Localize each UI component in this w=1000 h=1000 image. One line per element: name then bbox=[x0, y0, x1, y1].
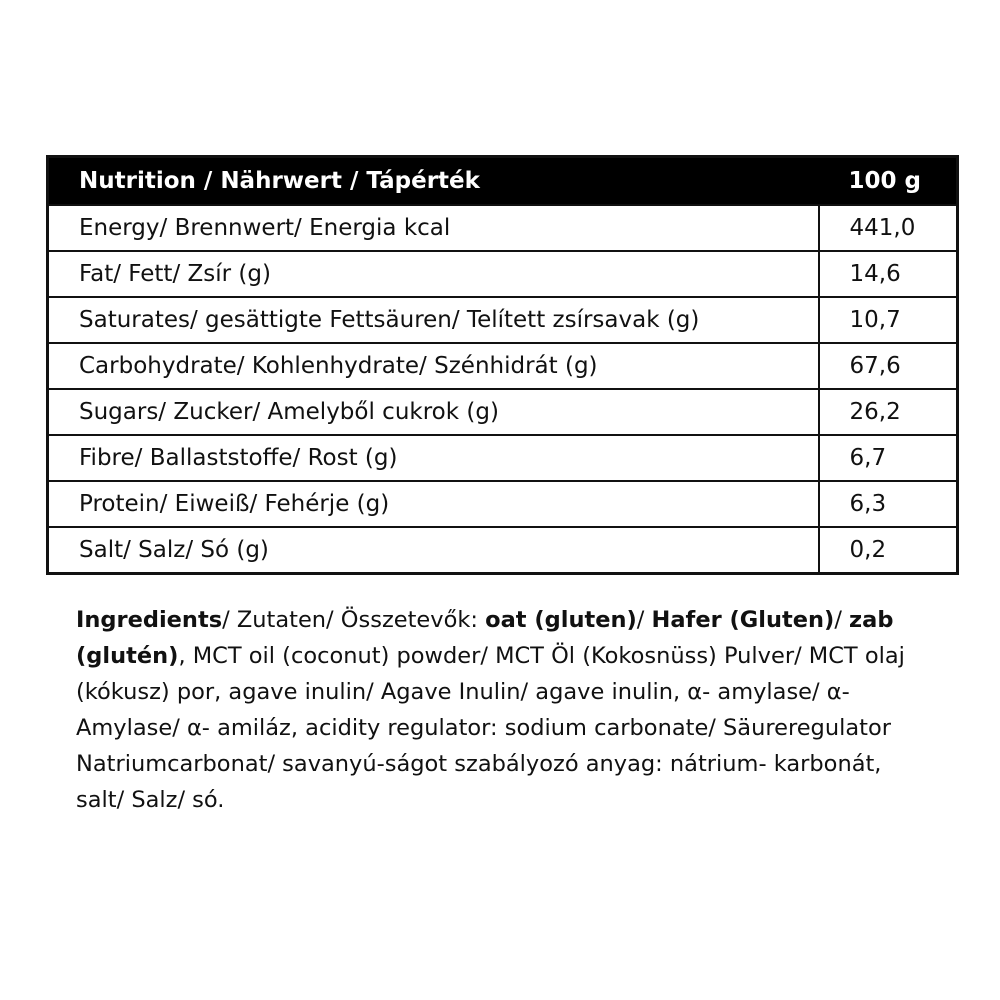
table-row bbox=[48, 205, 958, 251]
header-label: Nutrition / Nährwert / Tápérték bbox=[48, 157, 819, 206]
row-value: 441,0 bbox=[819, 205, 958, 251]
ingredients-text: / Zutaten/ Összetevők: bbox=[222, 607, 486, 633]
ingredients-paragraph bbox=[76, 602, 936, 818]
row-label: Carbohydrate/ Kohlenhydrate/ Szénhidrát (g) bbox=[48, 343, 819, 389]
row-value: 6,3 bbox=[819, 481, 958, 527]
ingredients-text: , MCT oil (coconut) powder/ MCT Öl (Kokosnüss) Pulver/ MCT olaj (kókusz) por, agave inulin/ Agave Inulin/ agave inulin, α- amylase/ α- Amylase/ α- amiláz, acidity regulator: sodium carbonate/ Säureregulator Natriumcarbonat/ savanyú-ságot szabályozó anyag: nátrium- karbonát, salt/ Salz/ só. bbox=[76, 643, 905, 813]
row-value: 10,7 bbox=[819, 297, 958, 343]
nutrition-table bbox=[46, 155, 959, 575]
ingredients-heading: Ingredients bbox=[76, 607, 223, 633]
row-value: 67,6 bbox=[819, 343, 958, 389]
allergen-zab: zab (glutén) bbox=[76, 607, 894, 669]
row-label: Fat/ Fett/ Zsír (g) bbox=[48, 251, 819, 297]
row-value: 26,2 bbox=[819, 389, 958, 435]
row-label: Saturates/ gesättigte Fettsäuren/ Telített zsírsavak (g) bbox=[48, 297, 819, 343]
table-row bbox=[48, 343, 958, 389]
row-label: Fibre/ Ballaststoffe/ Rost (g) bbox=[48, 435, 819, 481]
table-row bbox=[48, 527, 958, 574]
table-row bbox=[48, 251, 958, 297]
ingredients-text: / bbox=[834, 607, 850, 633]
table-row bbox=[48, 389, 958, 435]
row-label: Sugars/ Zucker/ Amelyből cukrok (g) bbox=[48, 389, 819, 435]
header-value: 100 g bbox=[819, 157, 958, 206]
ingredients-text: / bbox=[636, 607, 652, 633]
row-value: 6,7 bbox=[819, 435, 958, 481]
row-label: Salt/ Salz/ Só (g) bbox=[48, 527, 819, 574]
row-label: Energy/ Brennwert/ Energia kcal bbox=[48, 205, 819, 251]
table-row bbox=[48, 481, 958, 527]
row-value: 0,2 bbox=[819, 527, 958, 574]
row-value: 14,6 bbox=[819, 251, 958, 297]
table-row bbox=[48, 435, 958, 481]
table-row bbox=[48, 297, 958, 343]
table-header-row bbox=[48, 157, 958, 206]
row-label: Protein/ Eiweiß/ Fehérje (g) bbox=[48, 481, 819, 527]
allergen-hafer: Hafer (Gluten) bbox=[651, 607, 835, 633]
allergen-oat: oat (gluten) bbox=[485, 607, 637, 633]
